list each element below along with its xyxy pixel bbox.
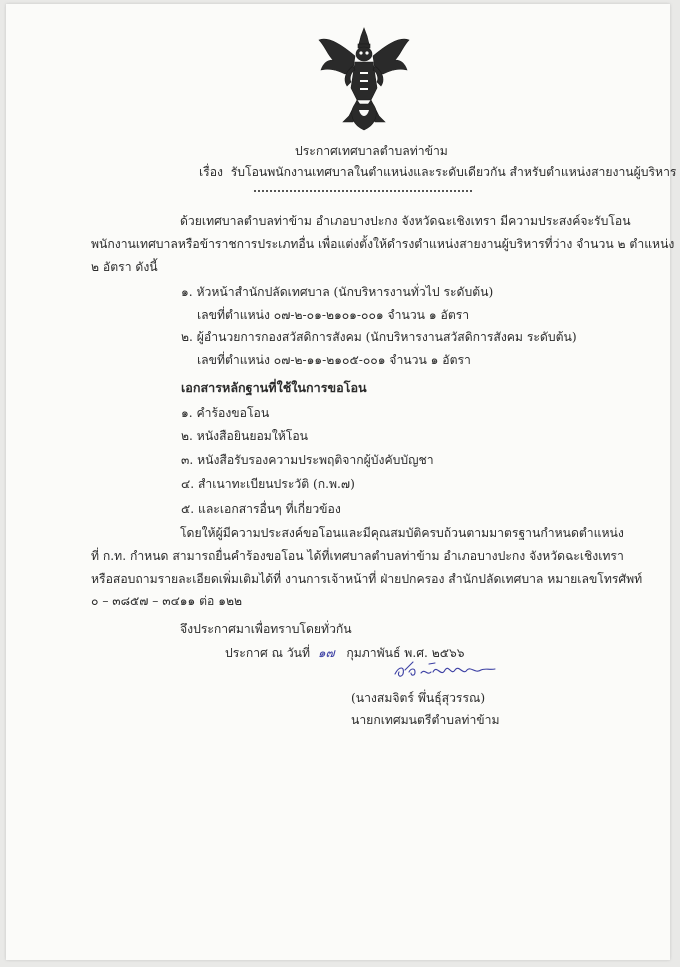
- documents-heading: เอกสารหลักฐานที่ใช้ในการขอโอน: [181, 380, 367, 395]
- position-1-detail: เลขที่ตำแหน่ง ๐๗-๒-๐๑-๒๑๐๑-๐๐๑ จำนวน ๑ อัตรา: [197, 308, 470, 322]
- date-prefix: ประกาศ ณ วันที่: [225, 646, 311, 660]
- document-item: ๕. และเอกสารอื่นๆ ที่เกี่ยวข้อง: [181, 502, 341, 516]
- document-item: ๒. หนังสือยินยอมให้โอน: [181, 429, 309, 443]
- closing-statement: จึงประกาศมาเพื่อทราบโดยทั่วกัน: [180, 622, 352, 636]
- signatory-title: นายกเทศมนตรีตำบลท่าข้าม: [351, 713, 500, 727]
- date-month-year: กุมภาพันธ์ พ.ศ. ๒๕๖๖: [346, 646, 465, 660]
- instruction-line-4: ๐ – ๓๘๕๗ – ๓๔๑๑ ต่อ ๑๒๒: [91, 594, 243, 608]
- title-divider: [254, 190, 472, 192]
- announcement-issuer: ประกาศเทศบาลตำบลท่าข้าม: [295, 144, 448, 158]
- intro-line-3: ๒ อัตรา ดังนี้: [91, 260, 158, 274]
- intro-line-2: พนักงานเทศบาลหรือข้าราชการประเภทอื่น เพื่อแต่งตั้งให้ดำรงตำแหน่งสายงานผู้บริหารที่ว่าง จำนวน ๒ ตำแหน่ง: [91, 237, 675, 251]
- position-2-detail: เลขที่ตำแหน่ง ๐๗-๒-๑๑-๒๑๐๕-๐๐๑ จำนวน ๑ อัตรา: [197, 353, 471, 367]
- intro-line-1: ด้วยเทศบาลตำบลท่าข้าม อำเภอบางปะกง จังหวัดฉะเชิงเทรา มีความประสงค์จะรับโอน: [180, 214, 631, 228]
- announcement-subject: [199, 164, 676, 180]
- subject-text: รับโอนพนักงานเทศบาลในตำแหน่งและระดับเดียวกัน สำหรับตำแหน่งสายงานผู้บริหาร: [230, 165, 677, 179]
- document-item: ๑. คำร้องขอโอน: [181, 406, 270, 420]
- document-page: [6, 4, 677, 960]
- instruction-line-3: หรือสอบถามรายละเอียดเพิ่มเติมได้ที่ งานการเจ้าหน้าที่ ฝ่ายปกครอง สำนักปลัดเทศบาล หมายเลขโทรศัพท์: [91, 572, 643, 586]
- date-day: ๑๗: [317, 646, 335, 660]
- handwritten-signature: [391, 656, 501, 684]
- instruction-line-1: โดยให้ผู้มีความประสงค์ขอโอนและมีคุณสมบัติครบถ้วนตามมาตรฐานกำหนดตำแหน่ง: [180, 526, 624, 540]
- document-item: ๓. หนังสือรับรองความประพฤติจากผู้บังคับบัญชา: [181, 453, 434, 467]
- position-1-title: ๑. หัวหน้าสำนักปลัดเทศบาล (นักบริหารงานทั่วไป ระดับต้น): [181, 285, 494, 299]
- instruction-line-2: ที่ ก.ท. กำหนด สามารถยื่นคำร้องขอโอน ได้ที่เทศบาลตำบลท่าข้าม อำเภอบางปะกง จังหวัดฉะเชิงเทรา: [91, 549, 624, 563]
- signatory-name: (นางสมจิตร์ พึ่นธุ์สุวรรณ): [351, 691, 486, 705]
- document-item: ๔. สำเนาทะเบียนประวัติ (ก.พ.๗): [181, 477, 355, 491]
- garuda-emblem-icon: [315, 26, 413, 132]
- position-2-title: ๒. ผู้อำนวยการกองสวัสดิการสังคม (นักบริหารงานสวัสดิการสังคม ระดับต้น): [181, 330, 577, 344]
- subject-prefix: เรื่อง: [199, 165, 223, 179]
